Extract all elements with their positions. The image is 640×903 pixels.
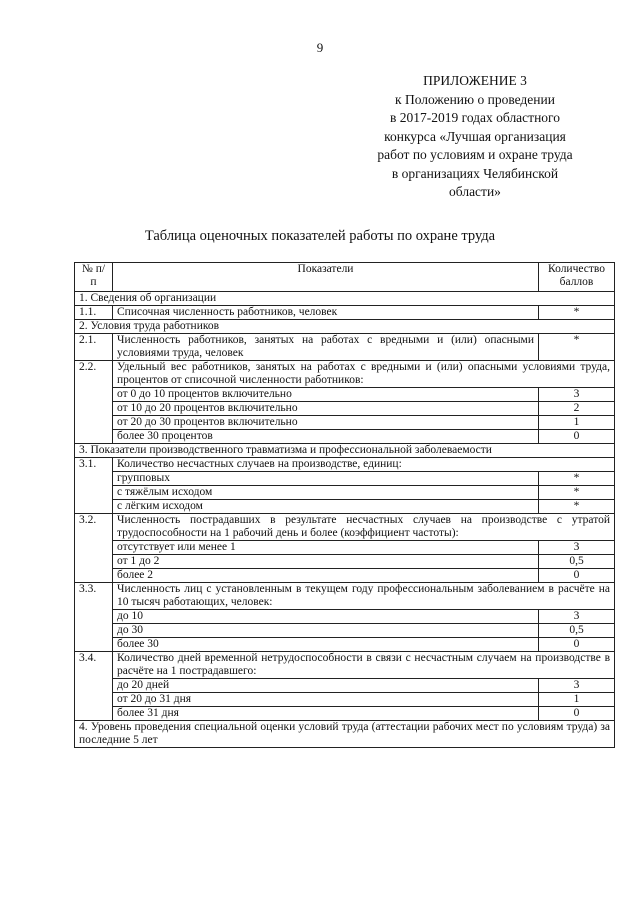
row-score: * bbox=[539, 306, 615, 320]
section-title: 4. Уровень проведения специальной оценки условий труда (аттестации рабочих мест по условиям труда) за последние 5 лет bbox=[75, 721, 615, 748]
option-score: 3 bbox=[539, 610, 615, 624]
page-number: 9 bbox=[316, 40, 324, 55]
option-row bbox=[75, 624, 615, 638]
option-score: * bbox=[539, 500, 615, 514]
option-label: более 31 дня bbox=[113, 707, 539, 721]
table-title: Таблица оценочных показателей работы по охране труда bbox=[144, 228, 496, 244]
option-score: * bbox=[539, 472, 615, 486]
option-label: от 20 до 31 дня bbox=[113, 693, 539, 707]
row-number: 1.1. bbox=[75, 306, 113, 320]
option-row bbox=[75, 388, 615, 402]
option-score: 3 bbox=[539, 541, 615, 555]
table-row bbox=[75, 583, 615, 610]
section-row bbox=[75, 292, 615, 306]
appendix-line: ПРИЛОЖЕНИЕ 3 bbox=[423, 73, 527, 88]
row-number: 3.4. bbox=[75, 652, 113, 721]
row-text: Количество несчастных случаев на производстве, единиц: bbox=[113, 458, 615, 472]
option-label: до 30 bbox=[113, 624, 539, 638]
option-label: более 30 bbox=[113, 638, 539, 652]
option-score: 1 bbox=[539, 416, 615, 430]
header-num: № п/п bbox=[75, 263, 113, 292]
option-label: отсутствует или менее 1 bbox=[113, 541, 539, 555]
table-row bbox=[75, 458, 615, 472]
indicators-table bbox=[74, 262, 615, 748]
option-label: от 0 до 10 процентов включительно bbox=[113, 388, 539, 402]
appendix-line: к Положению о проведении bbox=[395, 91, 555, 107]
option-score: 0 bbox=[539, 707, 615, 721]
option-row bbox=[75, 500, 615, 514]
table-row bbox=[75, 306, 615, 320]
appendix-line: конкурса «Лучшая организация bbox=[384, 128, 566, 144]
table-row bbox=[75, 334, 615, 361]
option-row bbox=[75, 486, 615, 500]
row-text: Численность лиц с установленным в текущем году профессиональным заболеванием в расчёте на 10 тысяч работающих, человек: bbox=[113, 583, 615, 610]
option-row bbox=[75, 430, 615, 444]
appendix-line: в 2017-2019 годах областного bbox=[390, 110, 560, 125]
option-row bbox=[75, 472, 615, 486]
option-row bbox=[75, 569, 615, 583]
section-title: 1. Сведения об организации bbox=[75, 292, 615, 306]
option-score: 3 bbox=[539, 388, 615, 402]
option-row bbox=[75, 402, 615, 416]
row-text: Численность работников, занятых на работах с вредными и (или) опасными условиями труда, человек bbox=[113, 334, 539, 361]
option-row bbox=[75, 707, 615, 721]
section-row bbox=[75, 444, 615, 458]
row-number: 3.2. bbox=[75, 514, 113, 583]
row-text: Количество дней временной нетрудоспособности в связи с несчастным случаем на производстве в расчёте на 1 пострадавшего: bbox=[113, 652, 615, 679]
row-text: Численность пострадавших в результате несчастных случаев на производстве с утратой трудоспособности на 1 рабочий день и более (коэффициент частоты): bbox=[113, 514, 615, 541]
option-label: до 20 дней bbox=[113, 679, 539, 693]
section-title: 2. Условия труда работников bbox=[75, 320, 615, 334]
option-row bbox=[75, 541, 615, 555]
appendix-line: работ по условиям и охране труда bbox=[377, 147, 573, 162]
row-text: Удельный вес работников, занятых на работах с вредными и (или) опасными условиями труда, процентов от списочной численности работников: bbox=[113, 361, 615, 388]
appendix-line: в организациях Челябинской bbox=[391, 165, 559, 181]
option-label: от 10 до 20 процентов включительно bbox=[113, 402, 539, 416]
section-row bbox=[75, 320, 615, 334]
option-score: 0 bbox=[539, 638, 615, 652]
option-label: с тяжёлым исходом bbox=[113, 486, 539, 500]
option-row bbox=[75, 555, 615, 569]
option-score: * bbox=[539, 486, 615, 500]
table-row bbox=[75, 514, 615, 541]
option-row bbox=[75, 416, 615, 430]
header-indicators: Показатели bbox=[113, 263, 539, 292]
row-text: Списочная численность работников, человек bbox=[113, 306, 539, 320]
option-score: 0 bbox=[539, 430, 615, 444]
row-number: 2.1. bbox=[75, 334, 113, 361]
option-score: 3 bbox=[539, 679, 615, 693]
row-number: 3.1. bbox=[75, 458, 113, 514]
appendix-line: области» bbox=[449, 184, 501, 199]
appendix-heading bbox=[355, 72, 595, 202]
header-score: Количество баллов bbox=[539, 263, 615, 292]
option-label: групповых bbox=[113, 472, 539, 486]
option-row bbox=[75, 610, 615, 624]
option-row bbox=[75, 693, 615, 707]
row-number: 3.3. bbox=[75, 583, 113, 652]
row-number: 2.2. bbox=[75, 361, 113, 444]
option-row bbox=[75, 679, 615, 693]
table-row bbox=[75, 652, 615, 679]
option-label: от 1 до 2 bbox=[113, 555, 539, 569]
option-label: более 30 процентов bbox=[113, 430, 539, 444]
option-score: 0,5 bbox=[539, 624, 615, 638]
option-score: 1 bbox=[539, 693, 615, 707]
option-label: от 20 до 30 процентов включительно bbox=[113, 416, 539, 430]
table-header-row bbox=[75, 263, 615, 292]
option-label: более 2 bbox=[113, 569, 539, 583]
row-score: * bbox=[539, 334, 615, 361]
option-label: до 10 bbox=[113, 610, 539, 624]
option-score: 0,5 bbox=[539, 555, 615, 569]
section-title: 3. Показатели производственного травматизма и профессиональной заболеваемости bbox=[75, 444, 615, 458]
option-row bbox=[75, 638, 615, 652]
option-score: 0 bbox=[539, 569, 615, 583]
table-row bbox=[75, 361, 615, 388]
option-score: 2 bbox=[539, 402, 615, 416]
section-row bbox=[75, 721, 615, 748]
option-label: с лёгким исходом bbox=[113, 500, 539, 514]
